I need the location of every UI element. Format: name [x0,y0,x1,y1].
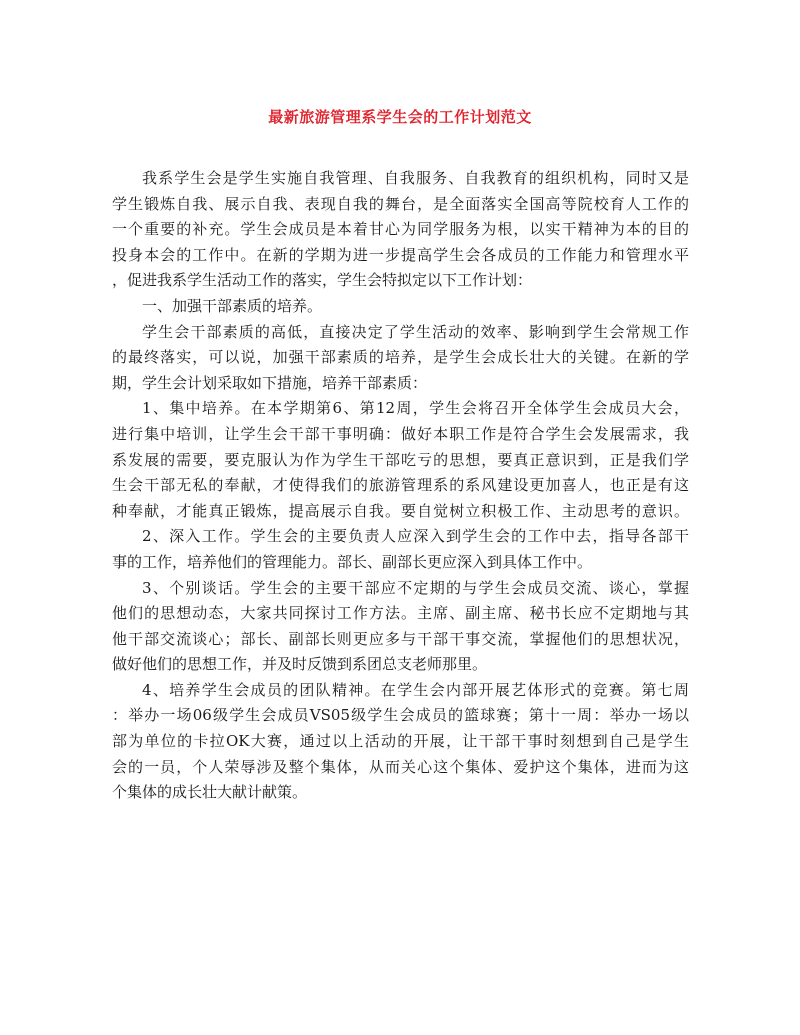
body-line: 4、培养学生会成员的团队精神。在学生会内部开展艺体形式的竞赛。第七周 [142,680,689,699]
section-heading: 一、加强干部素质的培养。 [142,296,323,315]
body-line: ：举办一场06级学生会成员VS05级学生会成员的篮球赛；第十一周：举办一场以 [112,706,689,725]
body-line: 我系学生会是学生实施自我管理、自我服务、自我教育的组织机构，同时又是 [142,169,689,187]
body-line: 会的一员，个人荣辱涉及整个集体，从而关心这个集体、爱护这个集体，进而为这 [112,757,689,776]
body-line: 的最终落实，可以说，加强干部素质的培养，是学生会成长壮大的关键。在新的学 [112,348,689,367]
body-line: 事的工作，培养他们的管理能力。部长、副部长更应深入到具体工作中。 [112,552,593,571]
document-body [112,166,689,806]
body-line: 1、集中培养。在本学期第6、第12周，学生会将召开全体学生会成员大会， [142,399,689,418]
body-line: 做好他们的思想工作，并及时反馈到系团总支老师那里。 [112,655,488,674]
body-line: 投身本会的工作中。在新的学期为进一步提高学生会各成员的工作能力和管理水平 [112,245,689,264]
body-line: 种奉献，才能真正锻炼，提高展示自我。要自觉树立积极工作、主动思考的意识。 [112,501,689,520]
body-line: 2、深入工作。学生会的主要负责人应深入到学生会的工作中去，指导各部干 [142,527,689,546]
body-line: ，促进我系学生活动工作的落实，学生会特拟定以下工作计划： [112,271,533,290]
body-line: 他们的思想动态，大家共同探讨工作方法。主席、副主席、秘书长应不定期地与其 [112,604,689,623]
body-line: 3、个别谈话。学生会的主要干部应不定期的与学生会成员交流、谈心，掌握 [142,578,689,597]
document-title: 最新旅游管理系学生会的工作计划范文 [268,108,532,126]
body-line: 进行集中培训，让学生会干部干事明确：做好本职工作是符合学生会发展需求，我 [112,424,689,443]
body-line: 学生锻炼自我、展示自我、表现自我的舞台，是全面落实全国高等院校育人工作的 [112,194,689,213]
body-line: 期，学生会计划采取如下措施，培养干部素质： [112,373,428,392]
body-line: 一个重要的补充。学生会成员是本着甘心为同学服务为根，以实干精神为本的目的 [112,220,689,239]
body-line: 学生会干部素质的高低，直接决定了学生活动的效率、影响到学生会常规工作 [142,322,689,341]
body-line: 个集体的成长壮大献计献策。 [112,783,308,802]
body-line: 生会干部无私的奉献，才使得我们的旅游管理系的系风建设更加喜人，也正是有这 [112,476,689,495]
body-line: 部为单位的卡拉OK大赛，通过以上活动的开展，让干部干事时刻想到自己是学生 [112,732,689,751]
body-line: 他干部交流谈心；部长、副部长则更应多与干部干事交流，掌握他们的思想状况， [112,629,689,648]
body-line: 系发展的需要，要克服认为作为学生干部吃亏的思想，要真正意识到，正是我们学 [112,450,689,469]
